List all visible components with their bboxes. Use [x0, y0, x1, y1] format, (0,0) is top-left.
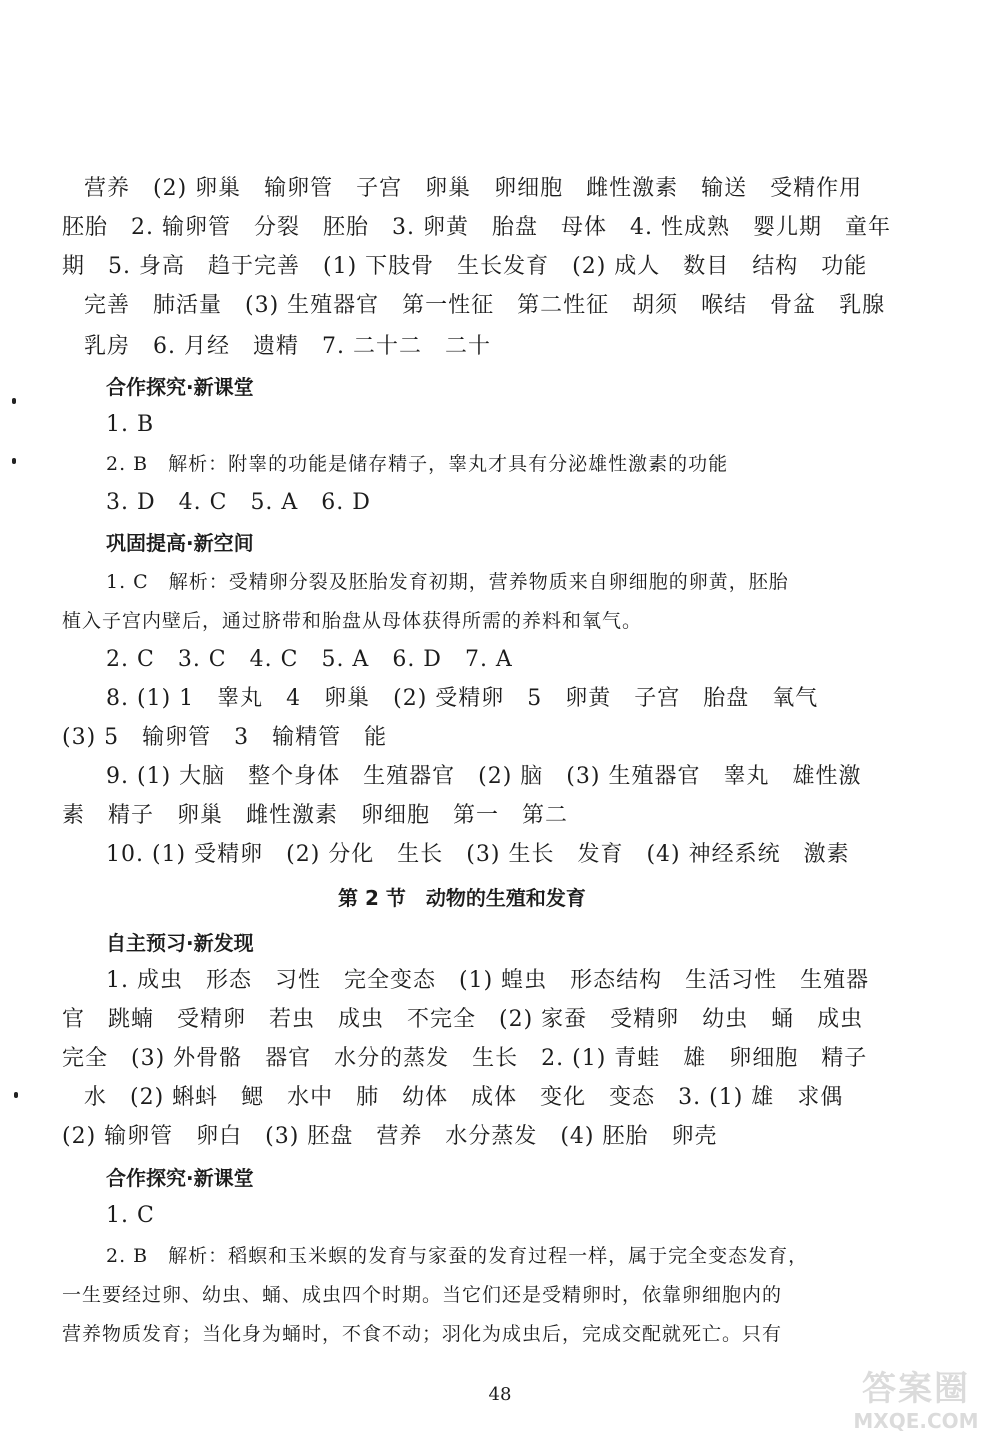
text-line: (2) 输卵管 卵白 (3) 胚盘 营养 水分蒸发 (4) 胚胎 卵壳: [62, 1124, 718, 1149]
text-line: 胚胎 2. 输卵管 分裂 胚胎 3. 卵黄 胎盘 母体 4. 性成熟 婴儿期 童年: [62, 215, 891, 240]
section-heading: 自主预习·新发现: [106, 931, 254, 955]
chapter-heading: 第 2 节 动物的生殖和发育: [338, 886, 586, 910]
text-line: 1. C: [106, 1203, 155, 1228]
text-line: 期 5. 身高 趋于完善 (1) 下肢骨 生长发育 (2) 成人 数目 结构 功能: [62, 254, 868, 279]
watermark-title: 答案圈: [862, 1369, 970, 1409]
text-line: 营养 (2) 卵巢 输卵管 子宫 卵巢 卵细胞 雌性激素 输送 受精作用: [84, 176, 863, 201]
text-line: 3. D 4. C 5. A 6. D: [106, 490, 371, 515]
text-line: 官 跳蝻 受精卵 若虫 成虫 不完全 (2) 家蚕 受精卵 幼虫 蛹 成虫: [62, 1007, 864, 1032]
text-line: 水 (2) 蝌蚪 鳃 水中 肺 幼体 成体 变化 变态 3. (1) 雄 求偶: [84, 1085, 844, 1110]
scan-mark: [12, 398, 16, 404]
text-line: 2. B 解析：稻螟和玉米螟的发育与家蚕的发育过程一样，属于完全变态发育，: [106, 1245, 809, 1267]
text-line: 完全 (3) 外骨骼 器官 水分的蒸发 生长 2. (1) 青蛙 雄 卵细胞 精子: [62, 1046, 868, 1071]
text-line: 一生要经过卵、幼虫、蛹、成虫四个时期。当它们还是受精卵时，依靠卵细胞内的: [62, 1284, 783, 1306]
text-line: (3) 5 输卵管 3 输精管 能: [62, 725, 388, 750]
scan-mark: [14, 1092, 18, 1098]
text-line: 植入子宫内壁后，通过脐带和胎盘从母体获得所需的养料和氧气。: [62, 610, 643, 632]
text-line: 1. B: [106, 412, 155, 437]
text-line: 素 精子 卵巢 雌性激素 卵细胞 第一 第二: [62, 803, 569, 828]
text-line: 9. (1) 大脑 整个身体 生殖器官 (2) 脑 (3) 生殖器官 睾丸 雄性激: [106, 764, 862, 789]
text-line: 1. 成虫 形态 习性 完全变态 (1) 蝗虫 形态结构 生活习性 生殖器: [106, 968, 870, 993]
section-heading: 合作探究·新课堂: [106, 375, 254, 399]
text-line: 1. C 解析：受精卵分裂及胚胎发育初期，营养物质来自卵细胞的卵黄，胚胎: [106, 571, 789, 593]
text-line: 2. C 3. C 4. C 5. A 6. D 7. A: [106, 647, 513, 672]
section-heading: 合作探究·新课堂: [106, 1166, 254, 1190]
section-heading: 巩固提高·新空间: [106, 531, 254, 555]
watermark-url: MXQE.COM: [853, 1409, 979, 1433]
text-line: 完善 肺活量 (3) 生殖器官 第一性征 第二性征 胡须 喉结 骨盆 乳腺: [84, 293, 886, 318]
scan-mark: [12, 458, 16, 464]
text-line: 乳房 6. 月经 遗精 7. 二十二 二十: [84, 334, 491, 359]
page-number: 48: [488, 1384, 512, 1405]
text-line: 10. (1) 受精卵 (2) 分化 生长 (3) 生长 发育 (4) 神经系统 激素: [106, 842, 850, 867]
text-line: 营养物质发育；当化身为蛹时，不食不动；羽化为成虫后，完成交配就死亡。只有: [62, 1323, 783, 1345]
text-line: 2. B 解析：附睾的功能是储存精子，睾丸才具有分泌雄性激素的功能: [106, 453, 729, 475]
text-line: 8. (1) 1 睾丸 4 卵巢 (2) 受精卵 5 卵黄 子宫 胎盘 氧气: [106, 686, 819, 711]
watermark-logo: [846, 1369, 986, 1443]
